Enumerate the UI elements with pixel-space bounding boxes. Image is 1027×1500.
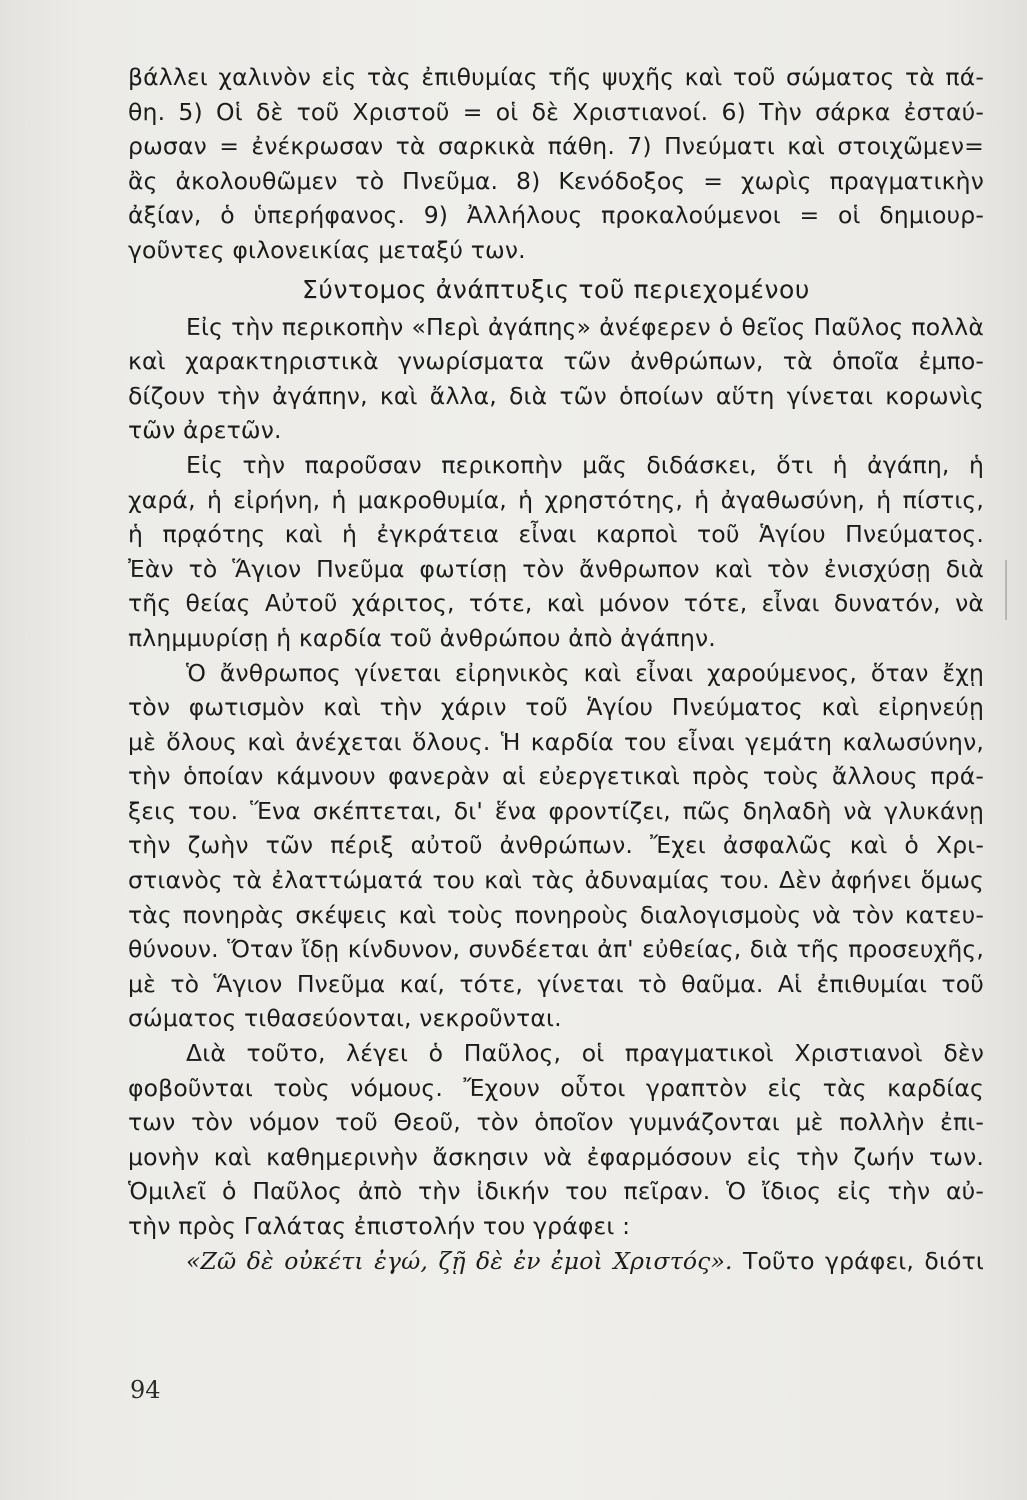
paragraph-2-line: χαρά, ἡ εἰρήνη, ἡ μακροθυμία, ἡ χρηστότης, ἡ ἀγαθωσύνη, ἡ πίστις, [128, 485, 984, 514]
paragraph-4-line: των τὸν νόμον τοῦ Θεοῦ, τὸν ὁποῖον γυμνάζονται μὲ πολλὴν ἐπι- [128, 1108, 984, 1137]
paragraph-3-line: τὰς πονηρὰς σκέψεις καὶ τοὺς πονηροὺς διαλογισμοὺς νὰ τὸν κατευ- [128, 900, 984, 929]
text-line: ἂς ἀκολουθῶμεν τὸ Πνεῦμα. 8) Κενόδοξος = χωρὶς πραγματικὴν [128, 166, 984, 195]
quote-line-rest: Τοῦτο γράφει, διότι [743, 1246, 984, 1275]
page-text [128, 60, 984, 1278]
paragraph-3-line: στιανὸς τὰ ἐλαττώματά του καὶ τὰς ἀδυναμίας του. Δὲν ἀφήνει ὅμως [128, 866, 984, 895]
paragraph-4-line: τὴν πρὸς Γαλάτας ἐπιστολήν του γράφει : [128, 1212, 631, 1240]
paragraph-3-line: μὲ τὸ Ἅγιον Πνεῦμα καί, τότε, γίνεται τὸ θαῦμα. Αἱ ἐπιθυμίαι τοῦ [128, 969, 984, 998]
paragraph-1-line: καὶ χαρακτηριστικὰ γνωρίσματα τῶν ἀνθρώπων, τὰ ὁποῖα ἐμπο- [128, 347, 984, 376]
paragraph-3-line: σώματος τιθασεύονται, νεκροῦνται. [128, 1004, 562, 1033]
text-line: ρωσαν = ἐνέκρωσαν τὰ σαρκικὰ πάθη. 7) Πνεύματι καὶ στοιχῶμεν= [128, 132, 984, 161]
text-line: ἀξίαν, ὁ ὑπερήφανος. 9) Ἀλλήλους προκαλούμενοι = οἱ δημιουρ- [128, 201, 984, 230]
paragraph-4-line: Ὁμιλεῖ ὁ Παῦλος ἀπὸ τὴν ἰδικήν του πεῖραν. Ὁ ἴδιος εἰς τὴν αὐ- [128, 1177, 984, 1206]
scripture-quote: «Ζῶ δὲ οὐκέτι ἐγώ, ζῇ δὲ ἐν ἐμοὶ Χριστός». [186, 1246, 733, 1275]
paragraph-2-line: Ἐὰν τὸ Ἅγιον Πνεῦμα φωτίσῃ τὸν ἄνθρωπον καὶ τὸν ἐνισχύσῃ διὰ [128, 554, 984, 583]
section-heading: Σύντομος ἀνάπτυξις τοῦ περιεχομένου [302, 274, 810, 304]
paragraph-3-line: Ὁ ἄνθρωπος γίνεται εἰρηνικὸς καὶ εἶναι χαρούμενος, ὅταν ἔχῃ [186, 658, 984, 687]
paragraph-3-line: θύνουν. Ὅταν ἴδῃ κίνδυνον, συνδέεται ἀπ' εὐθείας, διὰ τῆς προσευχῆς, [128, 935, 984, 964]
text-line: θη. 5) Οἱ δὲ τοῦ Χριστοῦ = οἱ δὲ Χριστιανοί. 6) Τὴν σάρκα ἐσταύ- [128, 97, 984, 126]
paragraph-2-line: ἡ πρᾳότης καὶ ἡ ἐγκράτεια εἶναι καρποὶ τοῦ Ἁγίου Πνεύματος. [128, 520, 984, 549]
paragraph-3-line: τὸν φωτισμὸν καὶ τὴν χάριν τοῦ Ἁγίου Πνεύματος καὶ εἰρηνεύῃ [128, 693, 984, 722]
paragraph-4-line: φοβοῦνται τοὺς νόμους. Ἔχουν οὗτοι γραπτὸν εἰς τὰς καρδίας [128, 1073, 984, 1102]
paragraph-3-line: μὲ ὅλους καὶ ἀνέχεται ὅλους. Ἡ καρδία του εἶναι γεμάτη καλωσύνην, [128, 727, 984, 756]
paragraph-3-line: τὴν ζωὴν τῶν πέριξ αὐτοῦ ἀνθρώπων. Ἔχει ἀσφαλῶς καὶ ὁ Χρι- [128, 831, 984, 860]
paragraph-4-line: Διὰ τοῦτο, λέγει ὁ Παῦλος, οἱ πραγματικοὶ Χριστιανοὶ δὲν [186, 1039, 984, 1068]
quote-line [128, 1244, 984, 1279]
scan-edge-mark [1005, 560, 1007, 620]
paragraph-1-line: τῶν ἀρετῶν. [128, 416, 282, 445]
page-number: 94 [130, 1376, 161, 1404]
text-line: βάλλει χαλινὸν εἰς τὰς ἐπιθυμίας τῆς ψυχῆς καὶ τοῦ σώματος τὰ πά- [128, 63, 984, 91]
text-line: γοῦντες φιλονεικίας μεταξύ των. [128, 235, 526, 264]
paragraph-4-line: μονὴν καὶ καθημερινὴν ἄσκησιν νὰ ἐφαρμόσουν εἰς τὴν ζωήν των. [128, 1142, 984, 1171]
paragraph-2-line: τῆς θείας Αὐτοῦ χάριτος, τότε, καὶ μόνον τότε, εἶναι δυνατόν, νὰ [128, 589, 984, 618]
paragraph-3-line: τὴν ὁποίαν κάμνουν φανερὰν αἱ εὐεργετικαὶ πρὸς τοὺς ἄλλους πρά- [128, 762, 984, 791]
paragraph-3-line: ξεις του. Ἕνα σκέπτεται, δι' ἕνα φροντίζει, πῶς δηλαδὴ νὰ γλυκάνῃ [128, 796, 984, 825]
paragraph-1-line: Εἰς τὴν περικοπὴν «Περὶ ἀγάπης» ἀνέφερεν ὁ θεῖος Παῦλος πολλὰ [186, 312, 984, 341]
paragraph-2-line: Εἰς τὴν παροῦσαν περικοπὴν μᾶς διδάσκει, ὅτι ἡ ἀγάπη, ἡ [186, 450, 984, 479]
paragraph-2-line: πλημμυρίσῃ ἡ καρδία τοῦ ἀνθρώπου ἀπὸ ἀγάπην. [128, 623, 716, 652]
paragraph-1-line: δίζουν τὴν ἀγάπην, καὶ ἄλλα, διὰ τῶν ὁποίων αὕτη γίνεται κορωνὶς [128, 381, 984, 410]
